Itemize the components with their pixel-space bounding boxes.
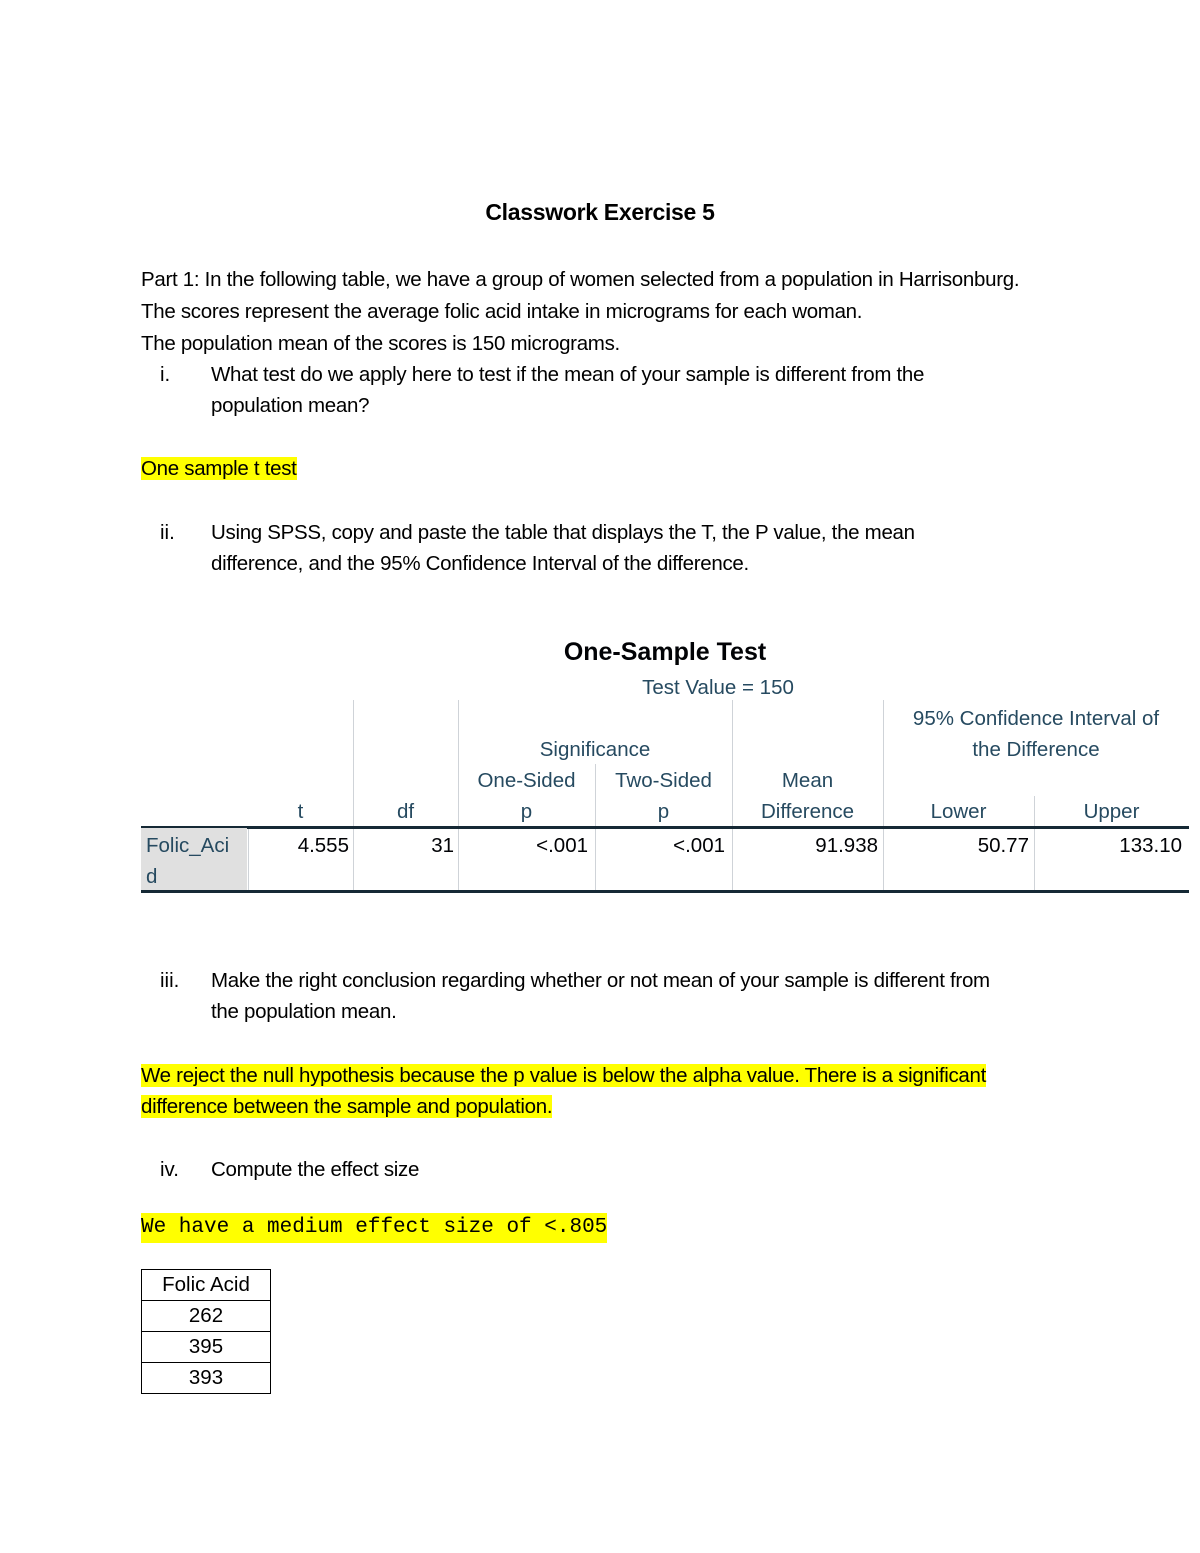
intro-line-1: Part 1: In the following table, we have a group of women selected from a population in Harrisonburg. xyxy=(141,268,1020,291)
question-3-line-1: Make the right conclusion regarding whether or not mean of your sample is different from xyxy=(211,969,990,992)
question-4-number: iv. xyxy=(160,1158,179,1181)
table-bottom-rule xyxy=(141,890,1189,893)
one-sided-header-line-1: One-Sided xyxy=(477,769,576,792)
cell-mean-difference: 91.938 xyxy=(815,834,878,857)
page-title: Classwork Exercise 5 xyxy=(485,199,715,225)
answer-3-line-1-text: We reject the null hypothesis because the p value is below the alpha value. There is a significant xyxy=(141,1064,987,1087)
spss-table-title: One-Sample Test xyxy=(563,638,767,666)
row-label-line-1: Folic_Aci xyxy=(146,834,230,857)
answer-3-line-1 xyxy=(141,1060,986,1092)
table-header-cell: Folic Acid xyxy=(142,1270,271,1301)
intro-line-3: The population mean of the scores is 150 micrograms. xyxy=(141,332,620,355)
cell-upper: 133.10 xyxy=(1119,834,1182,857)
question-1-line-2: population mean? xyxy=(211,394,370,417)
table-cell: 395 xyxy=(142,1332,271,1363)
table-cell: 393 xyxy=(142,1363,271,1394)
row-label-line-2: d xyxy=(146,865,158,888)
test-value-header: Test Value = 150 xyxy=(642,676,794,699)
table-row xyxy=(142,1270,271,1301)
answer-4: We have a medium effect size of <.805 xyxy=(141,1213,607,1243)
lower-column-header: Lower xyxy=(930,800,987,823)
cell-two-sided-p: <.001 xyxy=(673,834,725,857)
answer-1-text: One sample t test xyxy=(141,457,297,480)
table-row xyxy=(142,1332,271,1363)
mean-difference-header-line-1: Mean xyxy=(781,769,834,792)
question-4-line-1: Compute the effect size xyxy=(211,1158,420,1181)
answer-3-line-2-text: difference between the sample and population. xyxy=(141,1095,553,1118)
folic-acid-data-table xyxy=(141,1269,271,1394)
mean-difference-header-line-2: Difference xyxy=(760,800,855,823)
table-header-rule xyxy=(141,826,1189,829)
question-3-number: iii. xyxy=(160,969,180,992)
row-label xyxy=(146,830,246,892)
answer-1 xyxy=(141,453,297,485)
ci-header-line-2: the Difference xyxy=(972,738,1100,761)
ci-header-line-1: 95% Confidence Interval of xyxy=(912,707,1160,730)
significance-header: Significance xyxy=(539,738,651,761)
question-2-line-1: Using SPSS, copy and paste the table that displays the T, the P value, the mean xyxy=(211,521,915,544)
question-1-number: i. xyxy=(160,363,171,386)
answer-3-line-2 xyxy=(141,1091,552,1123)
upper-column-header: Upper xyxy=(1083,800,1140,823)
question-3-line-2: the population mean. xyxy=(211,1000,397,1023)
cell-t: 4.555 xyxy=(297,834,349,857)
two-sided-header-line-1: Two-Sided xyxy=(615,769,712,792)
cell-lower: 50.77 xyxy=(977,834,1029,857)
one-sided-header-line-2: p xyxy=(520,800,533,823)
table-row xyxy=(142,1301,271,1332)
two-sided-header-line-2: p xyxy=(657,800,670,823)
t-column-header: t xyxy=(297,800,304,823)
question-2-line-2: difference, and the 95% Confidence Interval of the difference. xyxy=(211,552,749,575)
table-cell: 262 xyxy=(142,1301,271,1332)
table-row xyxy=(142,1363,271,1394)
cell-one-sided-p: <.001 xyxy=(536,834,588,857)
question-1-line-1: What test do we apply here to test if the mean of your sample is different from the xyxy=(211,363,925,386)
spss-one-sample-test-table xyxy=(141,636,1189,896)
df-column-header: df xyxy=(396,800,415,823)
question-2-number: ii. xyxy=(160,521,175,544)
intro-line-2: The scores represent the average folic acid intake in micrograms for each woman. xyxy=(141,300,863,323)
cell-df: 31 xyxy=(431,834,454,857)
